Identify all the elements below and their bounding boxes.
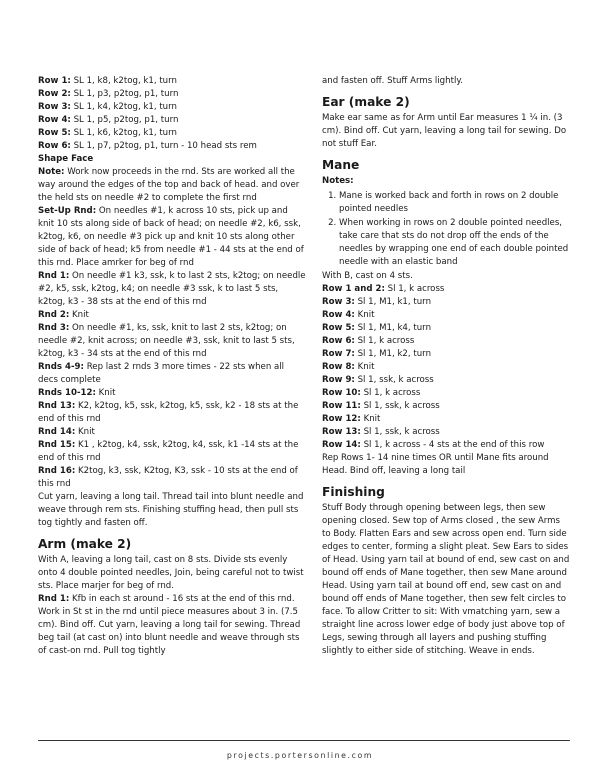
row-text: SL 1, p5, p2tog, p1, turn <box>70 115 179 125</box>
instruction-row: With B, cast on 4 sts. <box>322 271 413 281</box>
notes-heading: Notes: <box>322 176 354 186</box>
instruction-row: Row 5: Sl 1, M1, k4, turn <box>322 323 432 333</box>
instruction-row: Row 1 and 2: Sl 1, k across <box>322 284 445 294</box>
instruction-paragraph: With A, leaving a long tail, cast on 8 sts. Divide sts evenly onto 4 double pointed needles, Join, being careful not to twist sts. Place marjer for beg of rnd. <box>38 555 304 591</box>
instruction-row: Row 10: Sl 1, k across <box>322 388 421 398</box>
instruction-row: Row 4: Knit <box>322 310 375 320</box>
mane-rows-list <box>322 270 570 478</box>
instruction-paragraph: Rnd 14: Knit <box>38 427 95 437</box>
instruction-paragraph: Rnds 4-9: Rep last 2 rnds 3 more times - 22 sts when all decs complete <box>38 362 285 385</box>
shape-face-instructions <box>38 166 306 530</box>
instruction-paragraph: Rnds 10-12: Knit <box>38 388 116 398</box>
row-label: Row 6: <box>38 141 71 151</box>
instruction-row <box>38 88 306 101</box>
instruction-row: Row 3: Sl 1, M1, k1, turn <box>322 297 432 307</box>
row-label: Row 4: <box>38 115 71 125</box>
row-label: Row 5: <box>38 128 71 138</box>
instruction-paragraph: Rnd 16: K2tog, k3, ssk, K2tog, K3, ssk - 10 sts at the end of this rnd <box>38 466 298 489</box>
instruction-paragraph: Rnd 2: Knit <box>38 310 89 320</box>
row-text: SL 1, k8, k2tog, k1, turn <box>70 76 177 86</box>
instruction-row <box>38 75 306 88</box>
instruction-paragraph: Rnd 13: K2, k2tog, k5, ssk, k2tog, k5, ssk, k2 - 18 sts at the end of this rnd <box>38 401 299 424</box>
instruction-row: Row 8: Knit <box>322 362 375 372</box>
footer-divider <box>38 740 570 741</box>
instruction-row <box>38 140 306 153</box>
left-column <box>38 75 306 658</box>
instruction-row: Row 11: Sl 1, ssk, k across <box>322 401 440 411</box>
row-label: Row 2: <box>38 89 71 99</box>
arm-continued-text: and fasten off. Stuff Arms lightly. <box>322 76 463 86</box>
row-text: SL 1, k6, k2tog, k1, turn <box>70 128 177 138</box>
instruction-row: Row 7: Sl 1, M1, k2, turn <box>322 349 432 359</box>
notes-list <box>322 190 570 269</box>
row-text: SL 1, p7, p2tog, p1, turn - 10 head sts rem <box>70 141 257 151</box>
instruction-row: Row 6: Sl 1, k across <box>322 336 415 346</box>
instruction-paragraph: Rnd 1: Kfb in each st around - 16 sts at the end of this rnd. Work in St st in the rnd until piece measures about 3 in. (7.5 cm). Bind off. Cut yarn, leaving a long tail for sewing. Thread beg tail (at cast on) into blunt needle and weave through sts of cast-on rnd. Pull tog tightly <box>38 594 301 656</box>
arm-instructions <box>38 554 306 658</box>
instruction-row: Row 12: Knit <box>322 414 381 424</box>
instruction-paragraph: Rnd 3: On needle #1, ks, ssk, knit to last 2 sts, k2tog; on needle #2, knit across; on needle #3, ssk, knit to last 5 sts, k2tog, k3 - 34 sts at the end of this rnd <box>38 323 295 359</box>
finishing-text: Stuff Body through opening between legs, then sew opening closed. Sew top of Arms closed , the sew Arms to Body. Flatten Ears and sew across open end. Turn side edges to center, forming a slight pleat. Sew Ears to sides of Head. Using yarn tail at bound of end, sew cast on and bound off ends of Mane together, then sew Mane around Head. Using yarn tail at bound off end, sew cast on and bound off ends of Mane together, then sew felt circles to face. To allow Critter to sit: With vmatching yarn, sew a straight line across lower edge of body just above top of Legs, sewing through all layers and pushing stuffing slightly to either side of stitching. Weave in ends. <box>322 503 570 656</box>
note-item: 1. Mane is worked back and forth in rows on 2 double pointed needles <box>339 190 570 216</box>
instruction-row <box>38 127 306 140</box>
instruction-paragraph: Rnd 1: On needle #1 k3, ssk, k to last 2 sts, k2tog; on needle #2, k5, ssk, k2tog, k4; on needle #3 ssk, k to last 5 sts, k2tog, k3 - 38 sts at the end of this rnd <box>38 271 306 307</box>
right-column <box>322 75 570 658</box>
instruction-paragraph: Note: Work now proceeds in the rnd. Sts are worked all the way around the edges of the top and back of head. and over the held sts on needle #2 to complete the first rnd <box>38 167 300 203</box>
instruction-row <box>38 114 306 127</box>
ear-text: Make ear same as for Arm until Ear measures 1 ¼ in. (3 cm). Bind off. Cut yarn, leaving a long tail for sewing. Do not stuff Ear. <box>322 113 567 149</box>
ear-heading: Ear (make 2) <box>322 95 410 109</box>
finishing-heading: Finishing <box>322 485 385 499</box>
row-label: Row 1: <box>38 76 71 86</box>
arm-heading: Arm (make 2) <box>38 537 132 551</box>
mane-heading: Mane <box>322 158 360 172</box>
note-item: 2. When working in rows on 2 double pointed needles, take care that sts do not drop off the ends of the needles by wrapping one end of each double pointed needle with an elastic band <box>339 217 570 269</box>
instruction-paragraph: Set-Up Rnd: On needles #1, k across 10 sts, pick up and knit 10 sts along side of back of head; on needle #2, k6, ssk, k2tog, k6, on needle #3 pick up and knit 10 sts along other side of back of head; k5 from needle #1 - 44 sts at the end of this rnd. Place amrker for beg of rnd <box>38 206 304 268</box>
footer-url[interactable]: projects.portersonline.com <box>226 751 374 760</box>
instruction-row: Row 14: Sl 1, k across - 4 sts at the end of this row <box>322 440 545 450</box>
row-text: SL 1, p3, p2tog, p1, turn <box>70 89 179 99</box>
row-label: Row 3: <box>38 102 71 112</box>
instruction-row: Row 13: Sl 1, ssk, k across <box>322 427 440 437</box>
instruction-paragraph: Cut yarn, leaving a long tail. Thread tail into blunt needle and weave through rem sts. Finishing stuffing head, then pull sts tog tightly and fasten off. <box>38 492 304 528</box>
instruction-row: Rep Rows 1- 14 nine times OR until Mane fits around Head. Bind off, leaving a long tail <box>322 453 549 476</box>
instruction-row <box>38 101 306 114</box>
shape-face-heading: Shape Face <box>38 154 94 164</box>
instruction-row: Row 9: Sl 1, ssk, k across <box>322 375 434 385</box>
head-rows-list <box>38 75 306 153</box>
row-text: SL 1, k4, k2tog, k1, turn <box>70 102 177 112</box>
instruction-paragraph: Rnd 15: K1 , k2tog, k4, ssk, k2tog, k4, ssk, k1 -14 sts at the end of this rnd <box>38 440 299 463</box>
